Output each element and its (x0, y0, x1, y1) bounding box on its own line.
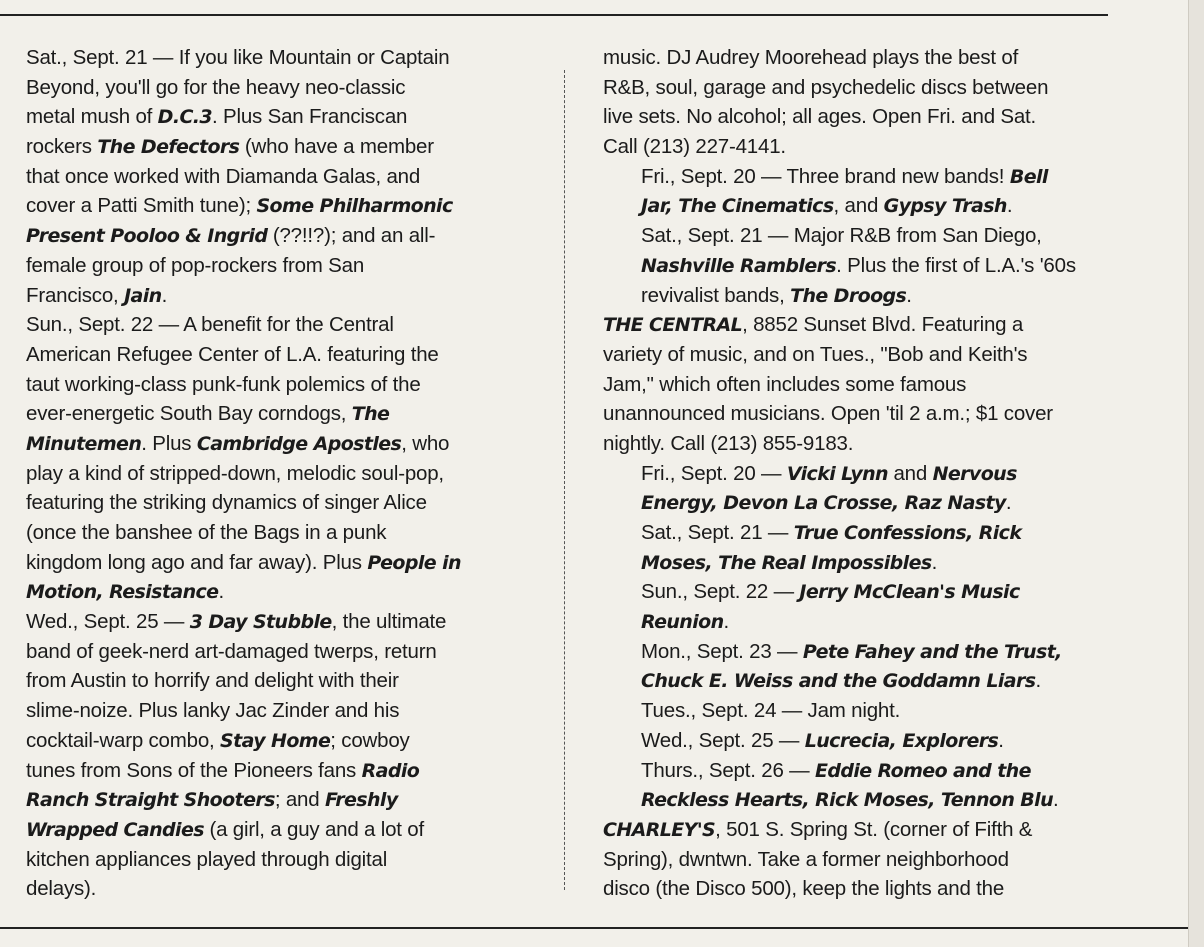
body-text: metal mush of (26, 105, 158, 129)
text-line (603, 756, 1163, 786)
text-line (603, 845, 1163, 875)
body-text: , 8852 Sunset Blvd. Featuring a (742, 313, 1024, 337)
text-line (603, 666, 1163, 696)
body-text: (a girl, a guy and a lot of (203, 817, 424, 841)
listing-name: Moses, The Real Impossibles (641, 551, 932, 574)
bottom-rule (0, 927, 1204, 929)
text-line (26, 370, 556, 400)
body-text: from Austin to horrify and delight with their (26, 669, 399, 693)
text-line (603, 696, 1163, 726)
body-text: . (1035, 669, 1041, 693)
listing-name: Vicki Lynn (786, 462, 888, 485)
text-line (26, 815, 556, 845)
body-text: Sat., Sept. 21 — (641, 521, 794, 544)
listing-name: Cambridge Apostles (196, 432, 402, 455)
body-text: ever-energetic South Bay corndogs, (26, 402, 352, 426)
text-line (26, 756, 556, 786)
text-line (603, 815, 1163, 845)
body-text: . (1053, 788, 1059, 812)
listing-name: Chuck E. Weiss and the Goddamn Liars (641, 670, 1036, 693)
body-text: (??!!?); and an all- (267, 224, 436, 248)
column-divider (564, 70, 565, 890)
body-text: Spring), dwntwn. Take a former neighborhood (603, 847, 1009, 871)
body-text: , the ultimate (331, 610, 447, 634)
text-line (26, 548, 556, 578)
text-line (603, 43, 1163, 73)
text-line (26, 429, 556, 459)
text-line (26, 310, 556, 340)
text-line (603, 785, 1163, 815)
body-text: R&B, soul, garage and psychedelic discs between (603, 75, 1049, 99)
body-text: delays). (26, 877, 97, 901)
body-text: disco (the Disco 500), keep the lights and the (603, 877, 1005, 901)
body-text: ; cowboy (330, 728, 410, 752)
body-text: (once the banshee of the Bags in a punk (26, 521, 387, 544)
body-text: kitchen appliances played through digital (26, 847, 388, 871)
listing-name: People in (367, 551, 461, 574)
text-line (26, 340, 556, 370)
text-line (603, 132, 1163, 162)
text-line (603, 637, 1163, 667)
body-text: Sun., Sept. 22 — (641, 580, 800, 604)
body-text: Wed., Sept. 25 — (26, 610, 190, 634)
text-line (26, 221, 556, 251)
text-line (26, 488, 556, 518)
body-text: taut working-class punk-funk polemics of the (26, 372, 421, 396)
text-line (26, 845, 556, 875)
text-line (26, 43, 556, 73)
body-text: Call (213) 227-4141. (603, 135, 786, 159)
body-text: , and (833, 194, 884, 218)
body-text: . (218, 580, 224, 604)
listing-name: Freshly (324, 789, 398, 812)
body-text: band of geek-nerd art-damaged twerps, return (26, 639, 437, 663)
page-edge (1188, 0, 1204, 947)
text-line (26, 607, 556, 637)
listing-name: The (351, 403, 390, 426)
listing-name: Minutemen (26, 432, 142, 455)
body-text: nightly. Call (213) 855-9183. (603, 431, 854, 455)
body-text: , 501 S. Spring St. (corner of Fifth & (715, 817, 1033, 841)
text-line (26, 726, 556, 756)
text-line (26, 399, 556, 429)
listing-name: Motion, Resistance (26, 581, 219, 604)
body-text: ; and (274, 788, 325, 812)
listing-name: Present Pooloo & Ingrid (26, 225, 268, 248)
body-text: slime-noize. Plus lanky Jac Zinder and his (26, 699, 400, 723)
text-line (26, 459, 556, 489)
body-text: Sun., Sept. 22 — A benefit for the Central (26, 313, 394, 337)
text-line (603, 281, 1163, 311)
left-column (26, 43, 556, 904)
listing-name: Radio (361, 759, 420, 782)
listing-name: Stay Home (220, 729, 331, 752)
text-line (603, 874, 1163, 904)
body-text: . (1006, 194, 1013, 218)
body-text: American Refugee Center of L.A. featuring the (26, 342, 439, 366)
listing-name: Some Philharmonic (256, 195, 453, 218)
listing-name: Nashville Ramblers (641, 254, 837, 277)
text-line (603, 518, 1163, 548)
body-text: Francisco, (26, 283, 125, 307)
text-line (26, 132, 556, 162)
body-text: Fri., Sept. 20 — (641, 461, 787, 485)
listing-name: CHARLEY'S (603, 818, 716, 841)
text-line (603, 221, 1163, 251)
listing-name: Bell (1009, 165, 1048, 188)
text-line (26, 102, 556, 132)
body-text: that once worked with Diamanda Galas, and (26, 164, 421, 188)
body-text: . (998, 728, 1004, 752)
text-line (603, 310, 1163, 340)
listing-name: Gypsy Trash (883, 195, 1007, 218)
body-text: kingdom long ago and far away). Plus (26, 550, 368, 574)
text-line (603, 548, 1163, 578)
body-text: cocktail-warp combo, (26, 728, 221, 752)
body-text: . (931, 550, 938, 574)
body-text: tunes from Sons of the Pioneers fans (26, 758, 362, 782)
listing-name: Ranch Straight Shooters (26, 789, 275, 812)
text-line (603, 607, 1163, 637)
body-text: Beyond, you'll go for the heavy neo-classic (26, 75, 406, 99)
text-line (603, 191, 1163, 221)
body-text: play a kind of stripped-down, melodic soul-pop, (26, 461, 444, 485)
top-rule (0, 14, 1108, 16)
text-line (603, 102, 1163, 132)
listing-name: D.C.3 (157, 106, 213, 129)
text-line (603, 340, 1163, 370)
body-text: . (1005, 491, 1012, 515)
listing-name: Eddie Romeo and the (814, 759, 1031, 782)
text-line (26, 73, 556, 103)
text-line (26, 162, 556, 192)
text-line (26, 637, 556, 667)
right-column (603, 43, 1163, 904)
body-text: (who have a member (239, 135, 434, 159)
listing-name: Energy, Devon La Crosse, Raz Nasty (641, 492, 1006, 515)
listing-name: Jain (124, 284, 162, 307)
text-line (603, 459, 1163, 489)
body-text: Thurs., Sept. 26 — (641, 758, 815, 782)
listing-name: The Droogs (790, 284, 907, 307)
body-text: Tues., Sept. 24 — Jam night. (641, 699, 901, 723)
listing-name: THE CENTRAL (603, 314, 743, 337)
text-line (603, 399, 1163, 429)
body-text: Sat., Sept. 21 — Major R&B from San Diego, (641, 224, 1042, 248)
body-text: unannounced musicians. Open 'til 2 a.m.; $1 cover (603, 402, 1053, 426)
listing-name: Nervous (932, 462, 1017, 485)
text-line (26, 666, 556, 696)
body-text: featuring the striking dynamics of singer Alice (26, 491, 427, 515)
body-text: variety of music, and on Tues., "Bob and Keith's (603, 342, 1028, 366)
text-line (26, 518, 556, 548)
text-line (26, 874, 556, 904)
listing-name: Wrapped Candies (26, 818, 204, 841)
body-text: Sat., Sept. 21 — If you like Mountain or Captain (26, 46, 450, 69)
text-line (26, 577, 556, 607)
text-line (26, 191, 556, 221)
body-text: Fri., Sept. 20 — Three brand new bands! (641, 164, 1010, 188)
text-line (603, 488, 1163, 518)
text-line (603, 577, 1163, 607)
body-text: and (887, 461, 933, 485)
text-line (603, 251, 1163, 281)
text-line (26, 251, 556, 281)
listing-name: Jerry McClean's Music (799, 581, 1020, 604)
body-text: . (906, 283, 912, 307)
body-text: . (161, 283, 168, 307)
text-line (603, 726, 1163, 756)
body-text: . (723, 610, 730, 634)
listing-name: Jar, The Cinematics (641, 195, 834, 218)
body-text: . Plus San Franciscan (212, 105, 408, 129)
body-text: revivalist bands, (641, 283, 791, 307)
text-line (26, 785, 556, 815)
body-text: Jam," which often includes some famous (603, 372, 967, 396)
body-text: Wed., Sept. 25 — (641, 728, 805, 752)
text-line (603, 370, 1163, 400)
body-text: rockers (26, 135, 98, 159)
listing-name: The Defectors (97, 136, 240, 159)
text-line (603, 73, 1163, 103)
listing-name: Reckless Hearts, Rick Moses, Tennon Blu (641, 789, 1054, 812)
text-line (26, 696, 556, 726)
body-text: Mon., Sept. 23 — (641, 639, 803, 663)
listing-name: Reunion (641, 611, 724, 634)
listing-name: Pete Fahey and the Trust, (802, 640, 1062, 663)
listing-name: 3 Day Stubble (189, 611, 332, 634)
text-line (603, 429, 1163, 459)
text-line (603, 162, 1163, 192)
body-text: . Plus (141, 431, 197, 455)
listing-name: Lucrecia, Explorers (804, 729, 999, 752)
listing-name: True Confessions, Rick (793, 522, 1022, 544)
body-text: live sets. No alcohol; all ages. Open Fri. and Sat. (603, 105, 1037, 129)
body-text: . Plus the first of L.A.'s '60s (836, 253, 1076, 277)
body-text: female group of pop-rockers from San (26, 253, 365, 277)
body-text: music. DJ Audrey Moorehead plays the best of (603, 46, 1019, 69)
text-line (26, 281, 556, 311)
body-text: , who (401, 431, 450, 455)
body-text: cover a Patti Smith tune); (26, 194, 257, 218)
